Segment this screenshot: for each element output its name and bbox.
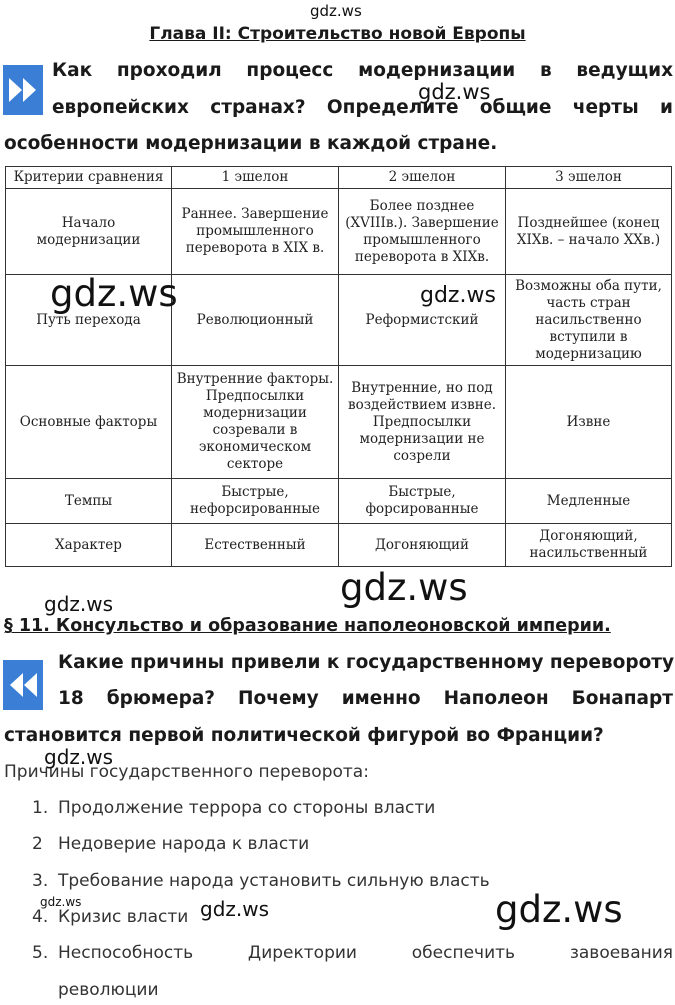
watermark: gdz.ws <box>340 566 468 609</box>
question2-line1: Какие причины привели к государственному перевороту <box>58 652 675 673</box>
row-criterion: Характер <box>6 524 172 567</box>
watermark: gdz.ws <box>200 897 270 921</box>
list-item-text: Продолжение террора со стороны власти <box>58 798 436 818</box>
list-item-number: 5. <box>32 943 49 963</box>
list-item <box>32 871 490 891</box>
paragraph-title: § 11. Консульство и образование наполеоновской империи. <box>4 616 611 636</box>
watermark: gdz.ws <box>495 888 623 931</box>
watermark: gdz.ws <box>418 80 491 104</box>
row-cell: Естественный <box>172 524 339 567</box>
watermark: gdz.ws <box>420 283 496 308</box>
row-cell: Революционный <box>172 275 339 366</box>
fast-forward-icon <box>3 65 43 115</box>
row-criterion: Темпы <box>6 479 172 524</box>
question1-line3: особенности модернизации в каждой стране. <box>4 133 498 154</box>
row-cell: Медленные <box>506 479 672 524</box>
row-criterion: Начало модернизации <box>6 189 172 275</box>
list-item-number: 3. <box>32 871 49 891</box>
list-item <box>32 798 435 818</box>
watermark: gdz.ws <box>44 592 114 616</box>
list-item-number: 4. <box>32 907 49 927</box>
row-cell: Быстрые, форсированные <box>339 479 506 524</box>
question2-line3: становится первой политической фигурой во Франции? <box>4 725 604 746</box>
row-cell: Догоняющий <box>339 524 506 567</box>
row-cell: Догоняющий, насильственный <box>506 524 672 567</box>
row-criterion: Путь перехода <box>6 275 172 366</box>
row-cell: Раннее. Завершение промышленного переворота в XIX в. <box>172 189 339 275</box>
row-cell: Быстрые, нефорсированные <box>172 479 339 524</box>
list-item-text: Недоверие народа к власти <box>58 834 310 854</box>
list-item-text: Неспособность Директории обеспечить завоевания <box>58 943 673 963</box>
header-echelon-3: 3 эшелон <box>506 167 672 189</box>
question1-line1: Как проходил процесс модернизации в ведущих <box>52 60 673 81</box>
header-echelon-1: 1 эшелон <box>172 167 339 189</box>
row-cell: Позднейшее (конец XIXв. – начало XXв.) <box>506 189 672 275</box>
header-echelon-2: 2 эшелон <box>339 167 506 189</box>
table-row <box>6 189 672 275</box>
list-item-text: Кризис власти <box>58 907 189 927</box>
row-cell: Более позднее (XVIIIв.). Завершение промышленного переворота в XIXв. <box>339 189 506 275</box>
row-cell: Возможны оба пути, часть стран насильственно вступили в модернизацию <box>506 275 672 366</box>
list-item-number: 1. <box>32 798 49 818</box>
rewind-icon <box>3 660 43 710</box>
question1-line2: европейских странах? Определите общие черты и <box>52 97 673 118</box>
chapter-title: Глава II: Строительство новой Европы <box>149 24 526 44</box>
list-item <box>32 834 309 854</box>
table-row <box>6 479 672 524</box>
watermark: gdz.ws <box>310 2 362 20</box>
list-item <box>32 943 673 963</box>
row-cell: Реформистский <box>339 275 506 366</box>
header-criteria: Критерии сравнения <box>6 167 172 189</box>
watermark: gdz.ws <box>50 272 178 315</box>
list-item-number: 2 <box>32 834 43 854</box>
row-criterion: Основные факторы <box>6 366 172 479</box>
list-item-text: Требование народа установить сильную власть <box>58 871 490 891</box>
watermark: gdz.ws <box>44 745 114 769</box>
watermark: gdz.ws <box>40 895 82 909</box>
row-cell: Извне <box>506 366 672 479</box>
comparison-table <box>5 166 672 567</box>
answer-intro: Причины государственного переворота: <box>4 762 369 782</box>
list-item <box>32 907 188 927</box>
row-cell: Внутренние, но под воздействием извне. Предпосылки модернизации не созрели <box>339 366 506 479</box>
table-row <box>6 366 672 479</box>
list-item-continuation: революции <box>58 980 159 1000</box>
question2-line2: 18 брюмера? Почему именно Наполеон Бонапарт <box>58 688 673 709</box>
table-header-row <box>6 167 672 189</box>
table-row <box>6 524 672 567</box>
row-cell: Внутренние факторы. Предпосылки модернизации созревали в экономическом секторе <box>172 366 339 479</box>
